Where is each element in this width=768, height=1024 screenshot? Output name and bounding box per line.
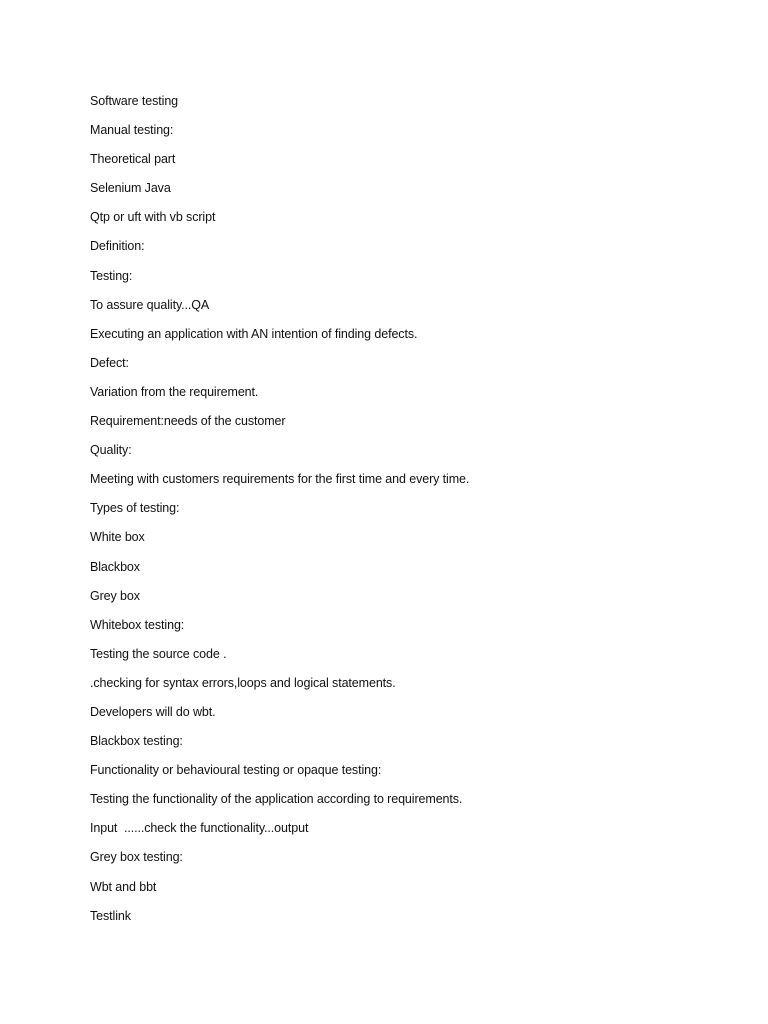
- line-blackbox-testing: Blackbox testing:: [90, 734, 183, 749]
- line-selenium-java: Selenium Java: [90, 181, 171, 196]
- line-testing: Testing:: [90, 268, 133, 283]
- line-testing-functionality: Testing the functionality of the application according to requirements.: [90, 792, 463, 807]
- line-testlink: Testlink: [90, 908, 131, 923]
- line-grey-box-testing: Grey box testing:: [90, 850, 183, 865]
- line-assure-quality: To assure quality...QA: [90, 297, 210, 312]
- line-theoretical-part: Theoretical part: [90, 152, 176, 167]
- line-defect: Defect:: [90, 355, 129, 370]
- line-developers-wbt: Developers will do wbt.: [90, 704, 216, 719]
- line-checking-syntax: .checking for syntax errors,loops and logical statements.: [90, 675, 396, 690]
- line-wbt-bbt: Wbt and bbt: [90, 879, 157, 894]
- line-requirement: Requirement:needs of the customer: [90, 414, 286, 429]
- document-body: [90, 92, 469, 936]
- line-quality: Quality:: [90, 443, 132, 458]
- line-input-output: Input ......check the functionality...output: [90, 821, 309, 836]
- line-software-testing: Software testing: [90, 94, 179, 108]
- line-types-of-testing: Types of testing:: [90, 501, 180, 516]
- line-meeting-requirements: Meeting with customers requirements for the first time and every time.: [90, 472, 470, 487]
- line-functionality-testing: Functionality or behavioural testing or opaque testing:: [90, 763, 382, 778]
- line-grey-box: Grey box: [90, 588, 140, 603]
- line-whitebox-testing: Whitebox testing:: [90, 617, 185, 632]
- line-qtp-uft: Qtp or uft with vb script: [90, 210, 216, 225]
- line-testing-source-code: Testing the source code .: [90, 646, 227, 661]
- line-definition: Definition:: [90, 239, 145, 254]
- line-blackbox: Blackbox: [90, 559, 140, 574]
- line-manual-testing: Manual testing:: [90, 123, 174, 138]
- line-white-box: White box: [90, 530, 145, 545]
- line-variation: Variation from the requirement.: [90, 384, 259, 399]
- line-executing-application: Executing an application with AN intention of finding defects.: [90, 326, 418, 341]
